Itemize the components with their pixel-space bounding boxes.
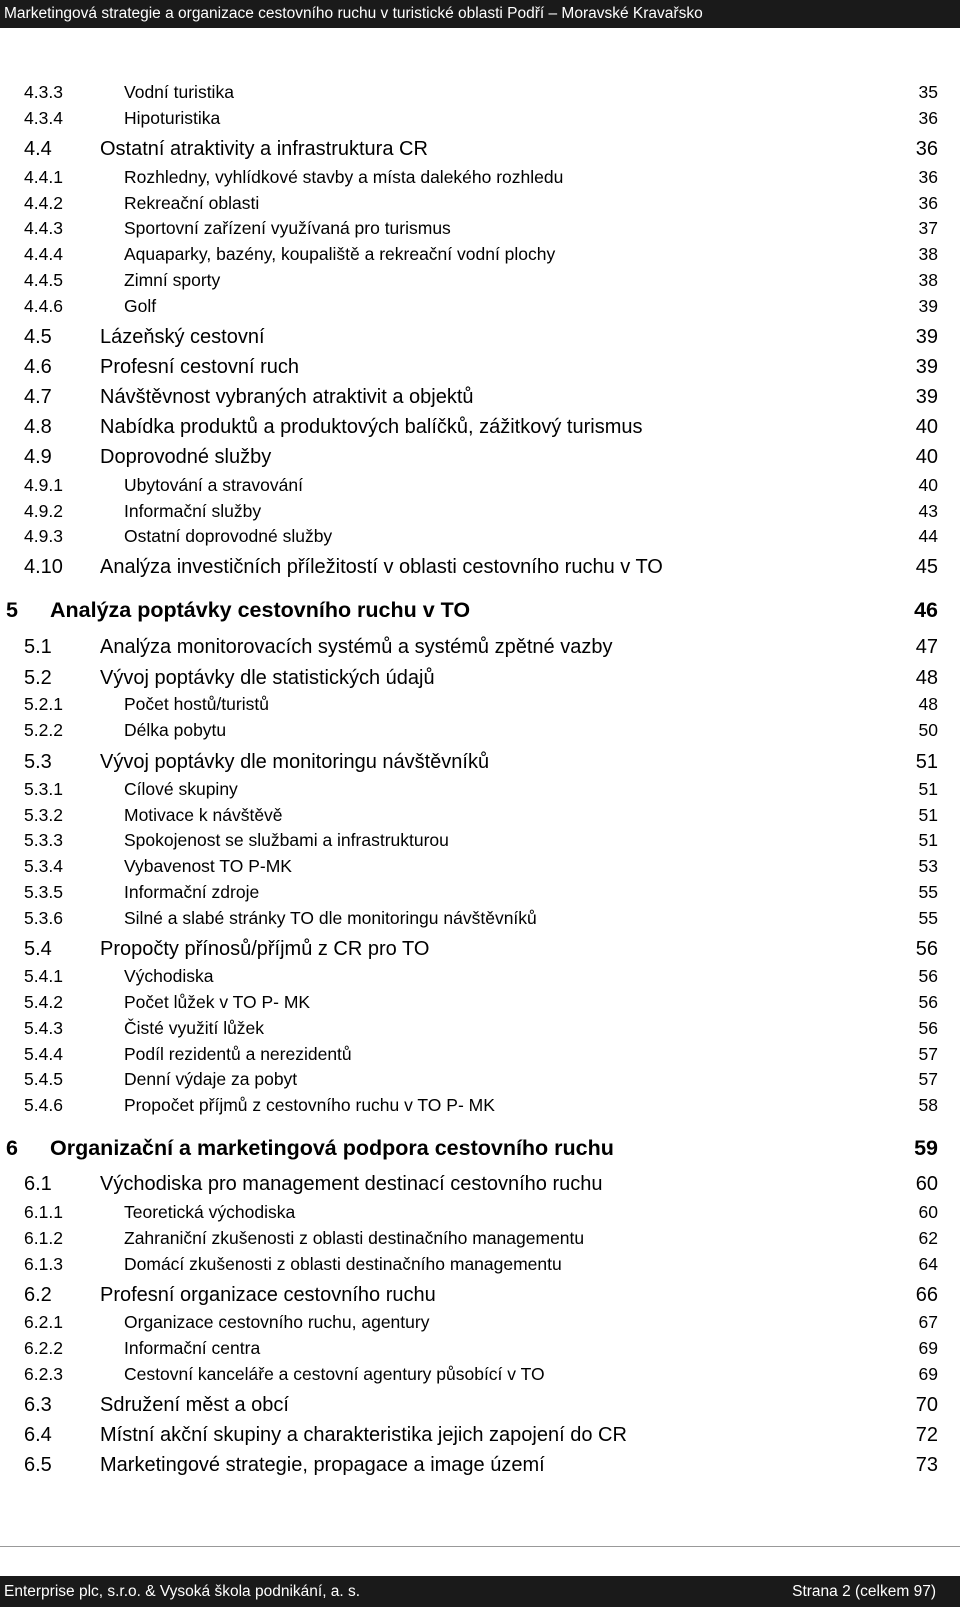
toc-entry-number: 5.3.3: [24, 830, 63, 850]
toc-entry-title: Ostatní atraktivity a infrastruktura CR: [100, 138, 428, 160]
toc-entry-title: Analýza investičních příležitostí v oblasti cestovního ruchu v TO: [100, 556, 663, 578]
toc-entry-page: 46: [914, 598, 938, 622]
toc-entry-number: 5.2.1: [24, 694, 63, 714]
toc-entry-page: 36: [915, 138, 938, 160]
toc-entry-title: Lázeňský cestovní: [100, 326, 265, 348]
toc-entry-page: 58: [918, 1095, 938, 1115]
toc-entry-page: 48: [918, 694, 938, 714]
toc-entry-title: Cílové skupiny: [124, 779, 238, 799]
toc-entry-title: Aquaparky, bazény, koupaliště a rekreační vodní plochy: [124, 244, 556, 264]
toc-entry-number: 6.4: [24, 1424, 52, 1446]
toc-entry-page: 35: [918, 82, 938, 102]
toc-entry-page: 62: [918, 1228, 938, 1248]
toc-entry-page: 51: [918, 805, 938, 825]
toc-entry-number: 4.7: [24, 386, 52, 408]
toc-entry-title: Východiska pro management destinací cestovního ruchu: [100, 1173, 603, 1195]
toc-entry-title: Zimní sporty: [124, 270, 221, 290]
toc-entry-number: 5.3: [24, 751, 52, 773]
toc-entry-number: 4.4.1: [24, 167, 63, 187]
toc-entry-title: Sportovní zařízení využívaná pro turismus: [124, 218, 451, 238]
toc-entry-title: Vybavenost TO P-MK: [124, 856, 292, 876]
running-header: [0, 0, 960, 28]
toc-entry-title: Podíl rezidentů a nerezidentů: [124, 1044, 352, 1064]
toc-entry-number: 5.3.5: [24, 882, 63, 902]
toc-entry-title: Domácí zkušenosti z oblasti destinačního managementu: [124, 1254, 562, 1274]
toc-entry-title: Nabídka produktů a produktových balíčků, zážitkový turismus: [100, 416, 643, 438]
toc-entry-page: 72: [915, 1424, 938, 1446]
toc-entry-page: 40: [915, 416, 938, 438]
toc-entry-number: 4.4: [24, 138, 52, 160]
toc-entry-number: 4.5: [24, 326, 52, 348]
toc-entry-page: 67: [918, 1312, 938, 1332]
toc-entry-page: 44: [918, 526, 938, 546]
toc-entry-page: 60: [918, 1202, 938, 1222]
toc-entry-number: 4.6: [24, 356, 52, 378]
toc-entry-page: 36: [918, 167, 938, 187]
toc-entry-number: 5.1: [24, 636, 52, 658]
toc-entry-page: 56: [918, 966, 938, 986]
toc-entry-number: 4.3.3: [24, 82, 63, 102]
toc-entry-number: 6.5: [24, 1454, 52, 1476]
toc-entry-page: 45: [915, 556, 938, 578]
toc-entry-number: 4.4.6: [24, 296, 63, 316]
toc-entry-title: Počet lůžek v TO P- MK: [124, 992, 311, 1012]
toc-entry-title: Denní výdaje za pobyt: [124, 1069, 298, 1089]
toc-entry-title: Informační zdroje: [124, 882, 260, 902]
toc-entry-page: 69: [918, 1338, 938, 1358]
toc-entry-title: Východiska: [124, 966, 214, 986]
toc-entry-page: 51: [918, 830, 938, 850]
toc-entry-number: 6.1.1: [24, 1202, 63, 1222]
toc-entry-title: Sdružení měst a obcí: [100, 1394, 289, 1416]
toc-entry-page: 55: [918, 882, 938, 902]
toc-entry-number: 4.4.4: [24, 244, 63, 264]
toc-entry-number: 6.1.2: [24, 1228, 63, 1248]
toc-entry-title: Návštěvnost vybraných atraktivit a objektů: [100, 386, 474, 408]
toc-entry-page: 36: [918, 193, 938, 213]
toc-entry-number: 5.4.4: [24, 1044, 63, 1064]
toc-entry-title: Golf: [124, 296, 157, 316]
toc-entry-page: 39: [915, 326, 938, 348]
running-footer: [0, 1576, 960, 1607]
toc-entry-title: Analýza poptávky cestovního ruchu v TO: [50, 598, 471, 622]
toc-entry-page: 57: [918, 1069, 938, 1089]
toc-entry-number: 5.3.2: [24, 805, 63, 825]
toc-entry-title: Čisté využití lůžek: [124, 1018, 265, 1038]
toc-entry-page: 36: [918, 108, 938, 128]
toc-entry-number: 6: [6, 1136, 18, 1160]
toc-entry-page: 48: [915, 667, 938, 689]
toc-entry-number: 6.1.3: [24, 1254, 63, 1274]
toc-entry-number: 6.2.1: [24, 1312, 63, 1332]
toc-entry-title: Organizace cestovního ruchu, agentury: [124, 1312, 430, 1332]
toc-entry-title: Informační centra: [124, 1338, 261, 1358]
toc-entry-number: 5.2: [24, 667, 52, 689]
toc-entry-title: Rozhledny, vyhlídkové stavby a místa dalekého rozhledu: [124, 167, 564, 187]
toc-entry-title: Ostatní doprovodné služby: [124, 526, 333, 546]
footer-divider: [0, 1546, 960, 1547]
toc-entry-number: 4.10: [24, 556, 63, 578]
toc-entry-title: Hipoturistika: [124, 108, 221, 128]
toc-entry-number: 5.3.4: [24, 856, 63, 876]
toc-entry-page: 56: [918, 1018, 938, 1038]
toc-entry-page: 40: [918, 475, 938, 495]
toc-entry-title: Cestovní kanceláře a cestovní agentury působící v TO: [124, 1364, 545, 1384]
toc-entry-page: 37: [918, 218, 938, 238]
toc-entry-title: Motivace k návštěvě: [124, 805, 283, 825]
toc-entry-page: 55: [918, 908, 938, 928]
toc-entry-page: 73: [915, 1454, 938, 1476]
toc-entry-number: 6.3: [24, 1394, 52, 1416]
toc-entry-title: Vývoj poptávky dle monitoringu návštěvníků: [100, 751, 490, 773]
toc-entry-page: 69: [918, 1364, 938, 1384]
toc-entry-page: 66: [915, 1284, 938, 1306]
toc-entry-page: 64: [918, 1254, 938, 1274]
toc-entry-title: Teoretická východiska: [124, 1202, 296, 1222]
toc-entry-number: 5.3.6: [24, 908, 63, 928]
toc-entry-page: 38: [918, 244, 938, 264]
toc-entry-number: 5.4.2: [24, 992, 63, 1012]
toc-entry-number: 4.4.5: [24, 270, 63, 290]
toc-entry-page: 47: [915, 636, 938, 658]
toc-entry-number: 5.4.5: [24, 1069, 63, 1089]
toc-entry-number: 5: [6, 598, 18, 622]
toc-entry-page: 57: [918, 1044, 938, 1064]
toc-entry-page: 39: [915, 386, 938, 408]
toc-entry-number: 5.4.3: [24, 1018, 63, 1038]
toc-entry-page: 40: [915, 446, 938, 468]
toc-entry-title: Vodní turistika: [124, 82, 234, 102]
toc-entry-number: 4.9.2: [24, 501, 63, 521]
toc-entry-page: 60: [915, 1173, 938, 1195]
toc-entry-page: 39: [918, 296, 938, 316]
toc-entry-title: Profesní cestovní ruch: [100, 356, 299, 378]
footer-page-number: Strana 2 (celkem 97): [792, 1583, 936, 1600]
toc-entry-page: 43: [918, 501, 938, 521]
toc-entry-number: 4.9.1: [24, 475, 63, 495]
header-title: Marketingová strategie a organizace cestovního ruchu v turistické oblasti Podří – Moravské Kravařsko: [4, 5, 703, 22]
toc-entry-page: 56: [918, 992, 938, 1012]
toc-entry-page: 70: [915, 1394, 938, 1416]
toc-entry-number: 5.4: [24, 938, 52, 960]
toc-entry-title: Analýza monitorovacích systémů a systémů zpětné vazby: [100, 636, 613, 658]
toc-entry-title: Doprovodné služby: [100, 446, 272, 468]
toc-entry-number: 4.3.4: [24, 108, 63, 128]
toc-entry-page: 39: [915, 356, 938, 378]
toc-entry-title: Organizační a marketingová podpora cestovního ruchu: [50, 1136, 614, 1160]
toc-entry-title: Délka pobytu: [124, 720, 227, 740]
toc-entry-title: Počet hostů/turistů: [124, 694, 269, 714]
toc-entry-number: 6.2.3: [24, 1364, 63, 1384]
toc-entry-title: Vývoj poptávky dle statistických údajů: [100, 667, 435, 689]
toc-entry-number: 4.9: [24, 446, 52, 468]
toc-entry-title: Propočty přínosů/příjmů z CR pro TO: [100, 938, 430, 960]
toc-entry-page: 50: [918, 720, 938, 740]
toc-entry-title: Rekreační oblasti: [124, 193, 260, 213]
toc-entry-number: 5.3.1: [24, 779, 63, 799]
toc-entry-number: 4.9.3: [24, 526, 63, 546]
toc-entry-page: 38: [918, 270, 938, 290]
toc-entry-title: Propočet příjmů z cestovního ruchu v TO P- MK: [124, 1095, 495, 1115]
toc-entry-page: 56: [915, 938, 938, 960]
toc-entry-number: 4.4.2: [24, 193, 63, 213]
toc-entry-number: 6.2: [24, 1284, 52, 1306]
toc-entry-title: Marketingové strategie, propagace a image území: [100, 1454, 545, 1476]
toc-entry-page: 51: [918, 779, 938, 799]
toc-entry-number: 5.2.2: [24, 720, 63, 740]
toc-entry-number: 4.8: [24, 416, 52, 438]
toc-entry-number: 6.2.2: [24, 1338, 63, 1358]
toc-entry-title: Zahraniční zkušenosti z oblasti destinačního managementu: [124, 1228, 585, 1248]
footer-publisher: Enterprise plc, s.r.o. & Vysoká škola podnikání, a. s.: [4, 1583, 361, 1600]
toc-entry-page: 53: [918, 856, 938, 876]
toc-entry-number: 5.4.6: [24, 1095, 63, 1115]
toc-entry-page: 51: [915, 751, 938, 773]
toc-entry-title: Silné a slabé stránky TO dle monitoringu návštěvníků: [124, 908, 537, 928]
toc-entry-number: 4.4.3: [24, 218, 63, 238]
toc-entry-title: Místní akční skupiny a charakteristika jejich zapojení do CR: [100, 1424, 627, 1446]
toc-entry-title: Spokojenost se službami a infrastrukturou: [124, 830, 449, 850]
toc-entry-title: Ubytování a stravování: [124, 475, 303, 495]
toc-entry-number: 5.4.1: [24, 966, 63, 986]
toc-entry-page: 59: [914, 1136, 938, 1160]
toc-entry-title: Informační služby: [124, 501, 262, 521]
toc-entry-number: 6.1: [24, 1173, 52, 1195]
toc-entry-title: Profesní organizace cestovního ruchu: [100, 1284, 436, 1306]
